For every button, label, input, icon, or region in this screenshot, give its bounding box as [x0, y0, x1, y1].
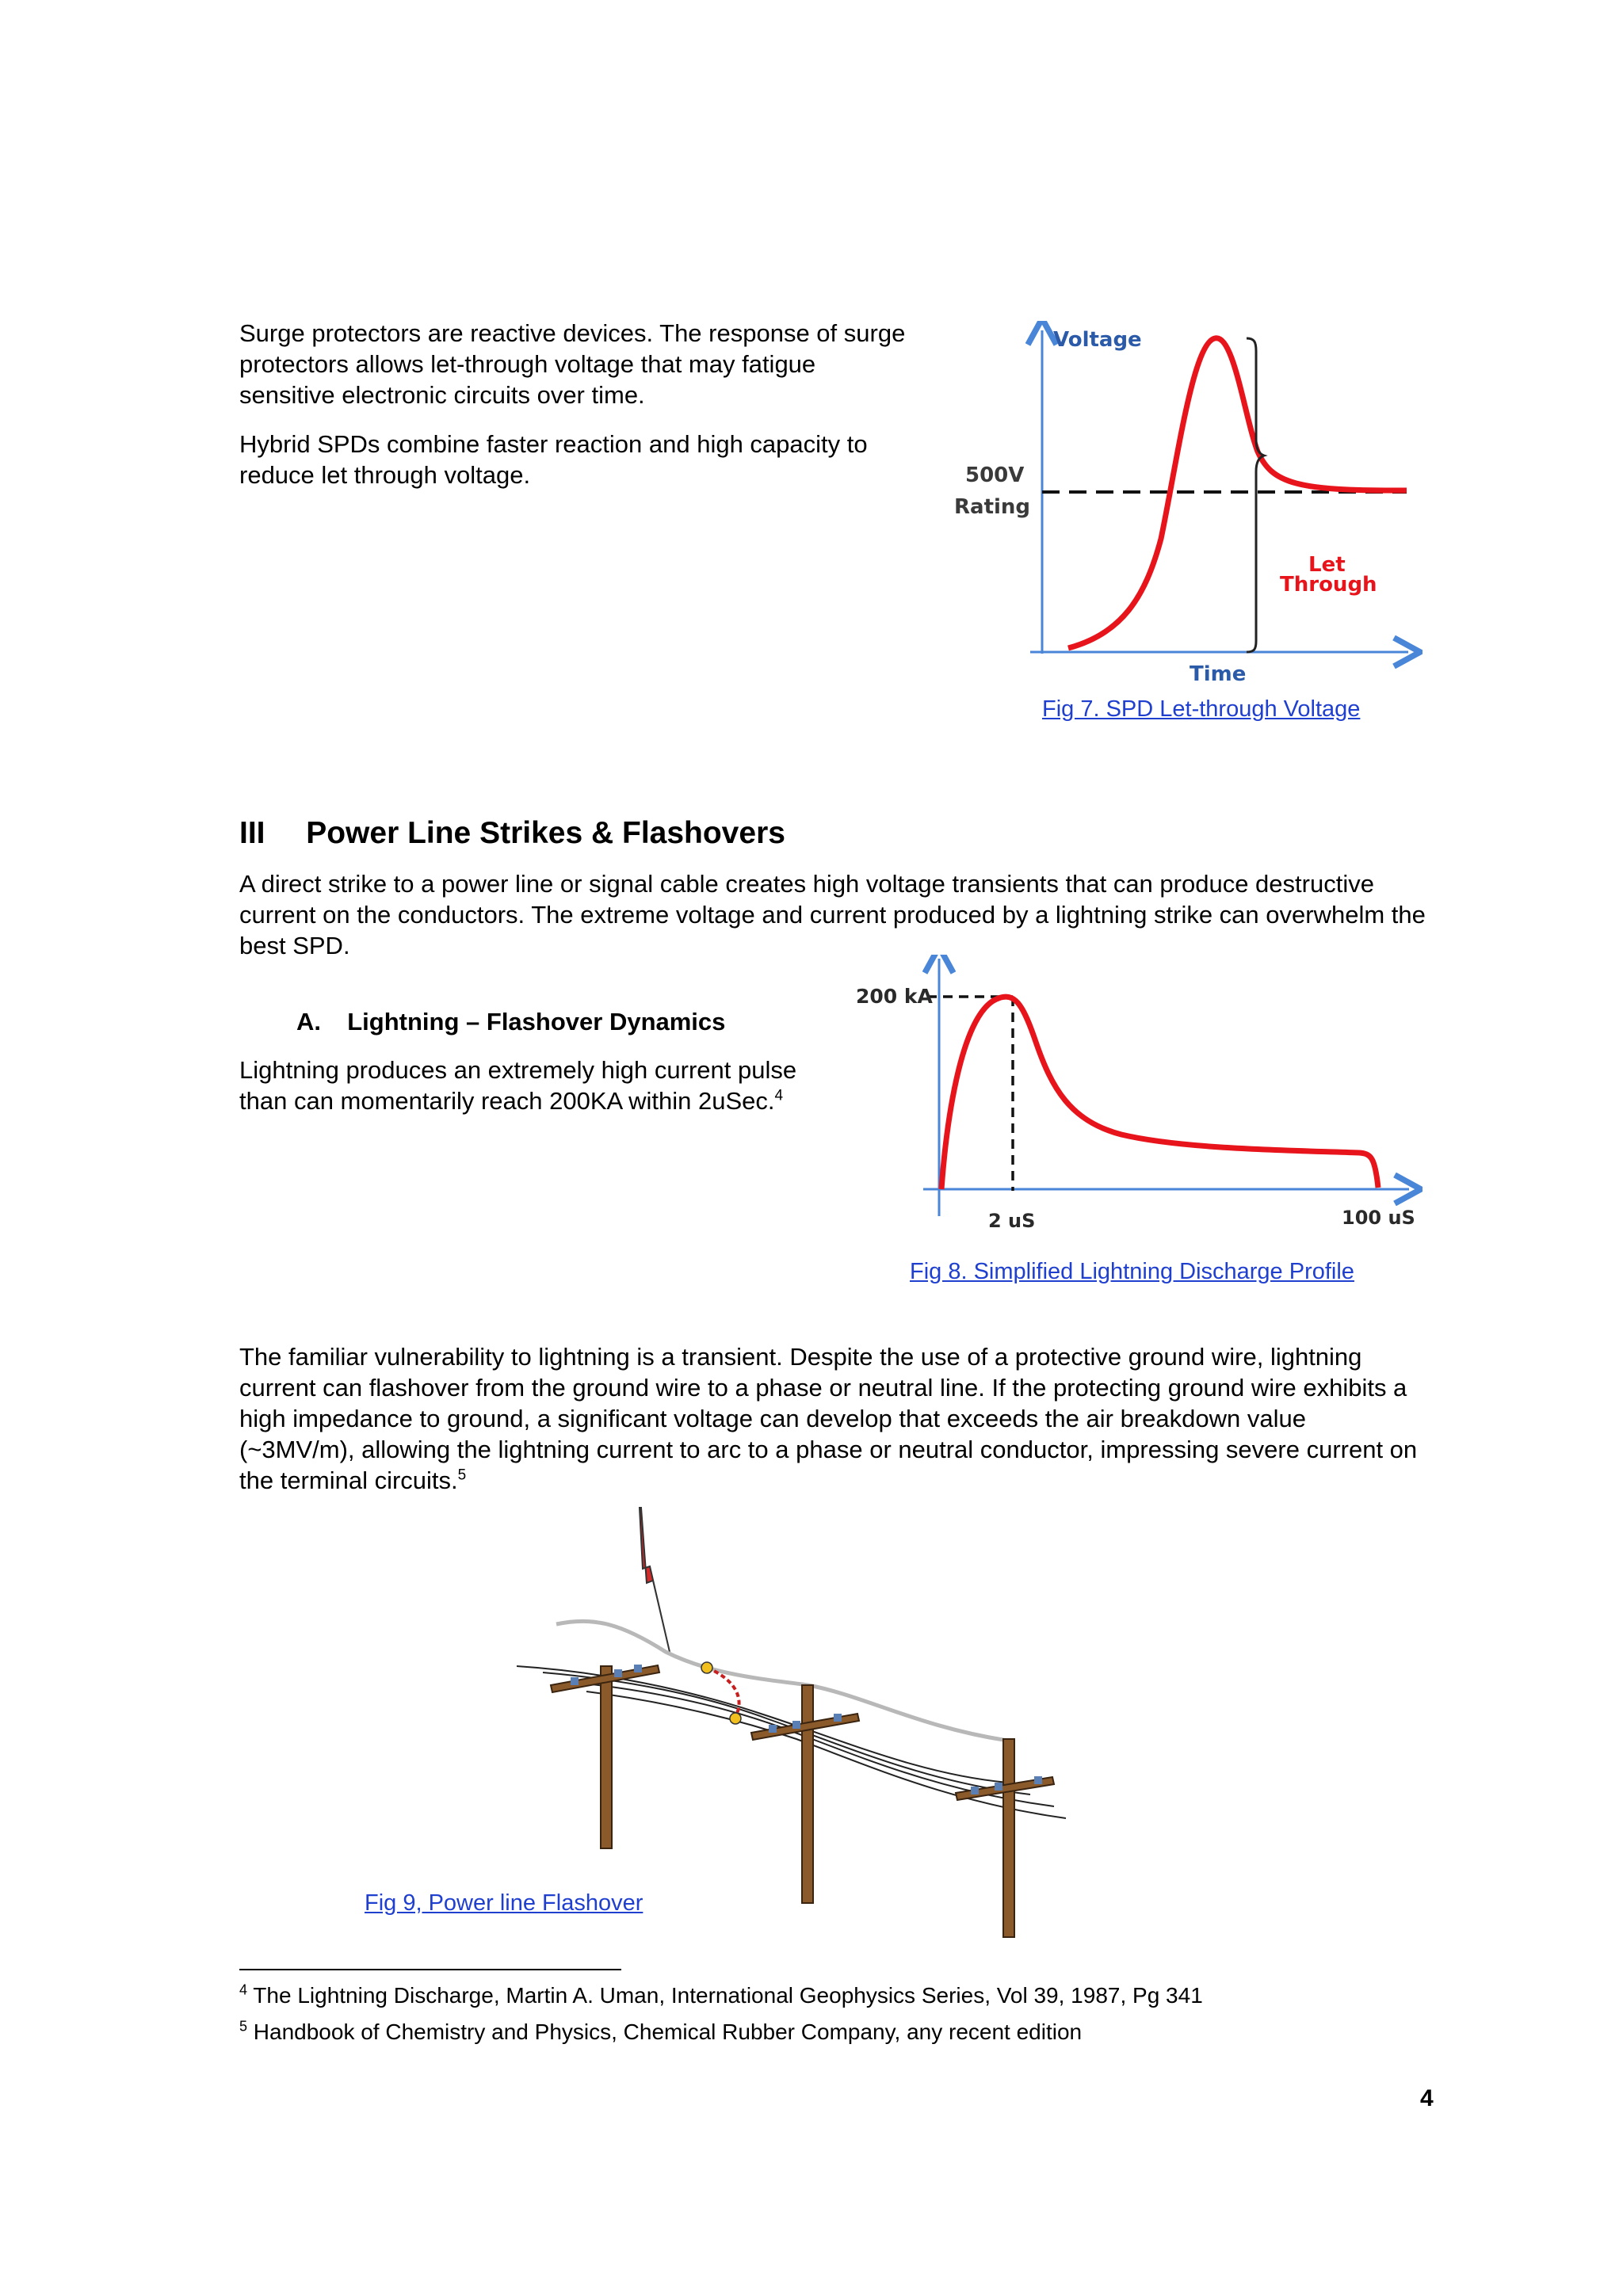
subsection-title: Lightning – Flashover Dynamics	[347, 1008, 726, 1035]
fig7-let-through-voltage-chart	[939, 321, 1423, 693]
fig7-rating-label-1: 500V	[965, 463, 1025, 487]
fig8-x-tick-100us: 100 uS	[1342, 1207, 1415, 1229]
footnote-separator	[239, 1969, 621, 1970]
footnote-4: $^4$ The Lightning Discharge, Martin A. Uman, International Geophysics Series, Vol 39, 1987, Pg 341	[239, 1981, 1203, 2008]
subsection-label: A.	[296, 1008, 321, 1035]
arc-spark-bottom	[730, 1713, 741, 1724]
footnote-ref-4[interactable]: 4	[774, 1087, 784, 1104]
fig9-caption[interactable]: Fig 9, Power line Flashover	[365, 1890, 643, 1916]
fig7-let-label: Let	[1308, 553, 1346, 577]
fig7-rating-label-2: Rating	[954, 495, 1031, 519]
subsectionA-paragraph: Lightning produces an extremely high current pulse than can momentarily reach 200KA within 2uSec.$^4$	[239, 1056, 797, 1115]
ground-wire	[556, 1621, 1008, 1741]
page-number: 4	[1420, 2085, 1434, 2111]
fig8-x-tick-2us: 2 uS	[988, 1210, 1036, 1232]
arc-spark-top	[701, 1662, 712, 1673]
footnote-5: $^5$ Handbook of Chemistry and Physics, Chemical Rubber Company, any recent edition	[239, 2018, 1083, 2044]
fig8-caption[interactable]: Fig 8. Simplified Lightning Discharge Profile	[910, 1259, 1354, 1284]
vulnerability-paragraph: The familiar vulnerability to lightning is a transient. Despite the use of a protective ground wire, lightning current can flashover from the ground wire to a phase or neutral line. If the protecting ground wire exhibits a high impedance to ground, a significant voltage can develop that exceeds the air breakdown value (~3MV/m), allowing the lightning current to arc to a phase or neutral conductor, impressing severe current on the terminal circuits.$^5$	[239, 1343, 1418, 1494]
section3-paragraph: A direct strike to a power line or signal cable creates high voltage transients that can produce destructive current on the conductors. The extreme voltage and current produced by a lightning strike can overwhelm the best SPD.	[239, 870, 1426, 959]
section-title: Power Line Strikes & Flashovers	[306, 816, 785, 850]
fig7-x-label: Time	[1190, 662, 1247, 686]
footnote-ref-5[interactable]: 5	[457, 1466, 467, 1484]
fig9-power-line-illustration	[507, 1501, 1078, 1941]
fig8-current-curve	[941, 997, 1378, 1189]
intro-paragraph-2: Hybrid SPDs combine faster reaction and high capacity to reduce let through voltage.	[239, 430, 868, 489]
fig7-y-label: Voltage	[1053, 328, 1142, 352]
utility-pole-3	[956, 1739, 1054, 1937]
subsection-heading	[296, 1008, 725, 1036]
fig7-caption[interactable]: Fig 7. SPD Let-through Voltage	[1042, 696, 1361, 722]
lightning-bolt-icon	[640, 1508, 670, 1652]
utility-pole-2	[751, 1685, 859, 1903]
section-heading	[239, 816, 785, 851]
intro-paragraph-1: Surge protectors are reactive devices. The response of surge protectors allows let-through voltage that may fatigue sensitive electronic circuits over time.	[239, 319, 906, 409]
section-number: III	[239, 816, 265, 850]
fig7-through-label: Through	[1280, 573, 1377, 597]
fig8-lightning-discharge-chart	[852, 955, 1423, 1240]
fig8-peak-label: 200 kA	[856, 985, 933, 1008]
fig7-let-through-bracket	[1247, 338, 1264, 652]
